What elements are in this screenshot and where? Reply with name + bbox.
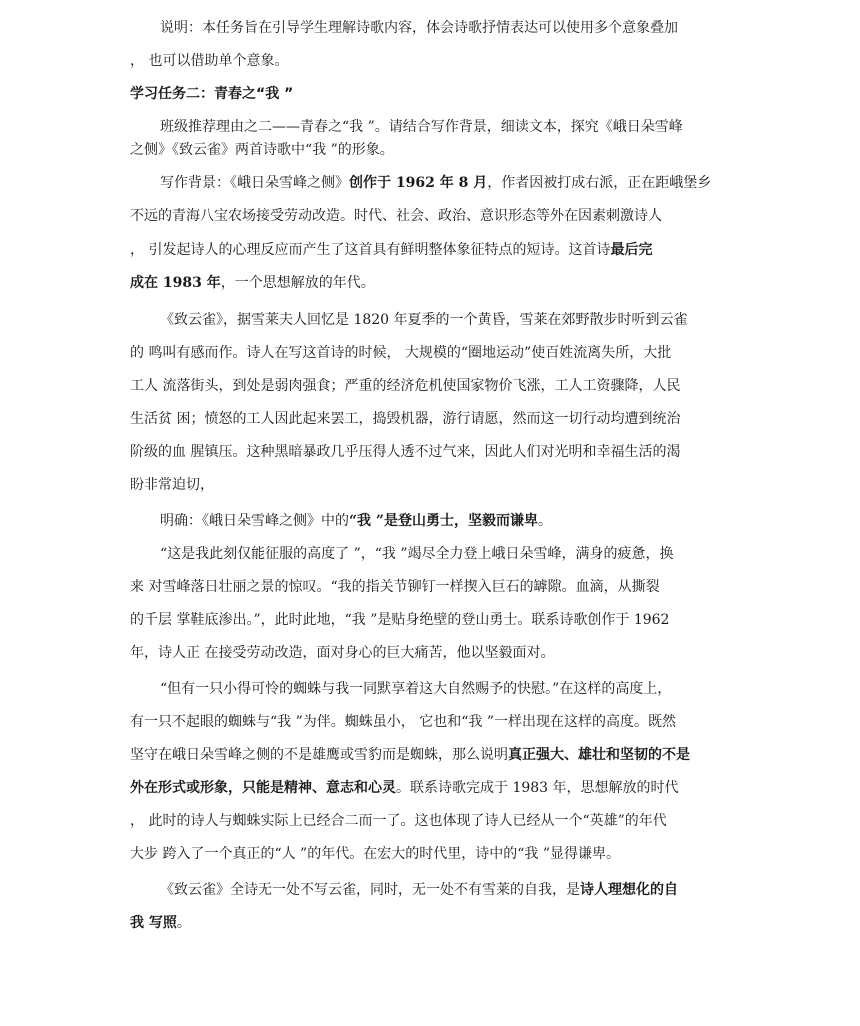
text-span: 之侧》《致云雀》两首诗歌中“我 ”的形象。 (130, 142, 394, 158)
text-line (130, 140, 730, 160)
bold-text: 外在形式或形象，只能是精神、意志和心灵 (130, 780, 396, 796)
text-line (130, 343, 730, 363)
text-line (160, 18, 760, 38)
text-span: 年，诗人正 在接受劳动改造，面对身心的巨大痛苦，他以坚毅面对。 (130, 645, 555, 661)
text-span: 。 (176, 915, 191, 931)
text-line (130, 376, 730, 396)
text-span: 班级推荐理由之二——青春之“我 ”。请结合写作背景，细读文本，探究《峨日朵雪峰 (160, 119, 683, 135)
text-span: 来 对雪峰落日壮丽之景的惊叹。“我的指关节铆钉一样揳入巨石的罅隙。血滴，从撕裂 (130, 579, 660, 595)
section-heading (130, 84, 730, 104)
text-span: 工人 流落街头，到处是弱肉强食；严重的经济危机使国家物价飞涨，工人工资骤降，人民 (130, 378, 681, 394)
text-line (160, 880, 760, 900)
text-span: 大步 跨入了一个真正的“人 ”的年代。在宏大的时代里，诗中的“我 ”显得谦卑。 (130, 846, 620, 862)
text-line (130, 712, 730, 732)
text-line (130, 273, 730, 293)
text-line (130, 51, 730, 71)
text-line (160, 679, 760, 699)
text-span: 的 鸣叫有感而作。诗人在写这首诗的时候， 大规模的“圈地运动”使百姓流离失所，大批 (130, 345, 672, 361)
text-span: ， 此时的诗人与蜘蛛实际上已经合二而一了。这也体现了诗人已经从一个“英雄”的年代 (130, 813, 667, 829)
text-line (130, 475, 730, 495)
text-line (130, 844, 730, 864)
text-line (130, 811, 730, 831)
text-span: “但有一只小得可怜的蜘蛛与我一同默享着这大自然赐予的快慰。”在这样的高度上， (160, 681, 672, 697)
text-line (130, 610, 730, 630)
text-line (130, 577, 730, 597)
text-line (130, 913, 730, 933)
text-span: 说明：本任务旨在引导学生理解诗歌内容，体会诗歌抒情表达可以使用多个意象叠加 (160, 20, 678, 36)
text-span: ，作者因被打成右派，正在距峨堡乡 (487, 175, 712, 191)
text-line (160, 511, 760, 531)
text-line (160, 173, 760, 193)
text-line (130, 745, 730, 765)
text-span: ， 也可以借助单个意象。 (130, 53, 289, 69)
text-span: ，一个思想解放的年代。 (220, 275, 375, 291)
text-span: ， 引发起诗人的心理反应而产生了这首具有鲜明整体象征特点的短诗。这首诗 (130, 242, 611, 258)
text-line (130, 240, 730, 260)
text-line (160, 310, 760, 330)
text-span: 坚守在峨日朵雪峰之侧的不是雄鹰或雪豹而是蜘蛛，那么说明 (130, 747, 508, 763)
bold-text: 学习任务二：青春之“我 ” (130, 86, 294, 102)
text-span: “这是我此刻仅能征服的高度了 ”，“我 ”竭尽全力登上峨日朵雪峰，满身的疲惫，换 (160, 546, 674, 562)
text-line (160, 544, 760, 564)
text-line (130, 778, 730, 798)
text-span: 生活贫 困；愤怒的工人因此起来罢工，捣毁机器，游行请愿，然而这一切行动均遭到统治 (130, 411, 681, 427)
bold-text: 创作于 1962 年 8 月 (349, 175, 488, 191)
text-span: 。 (537, 513, 552, 529)
text-span: 明确：《峨日朵雪峰之侧》中的 (160, 513, 349, 529)
bold-text: 成在 1983 年 (130, 275, 221, 291)
text-span: 不远的青海八宝农场接受劳动改造。时代、社会、政治、意识形态等外在因素刺激诗人 (130, 208, 662, 224)
text-span: 写作背景：《峨日朵雪峰之侧》 (160, 175, 349, 191)
text-span: 盼非常迫切， (130, 477, 214, 493)
text-span: 的千层 掌鞋底渗出。”，此时此地，“我 ”是贴身绝壁的登山勇士。联系诗歌创作于 1962 (130, 612, 670, 628)
bold-text: 诗人理想化的自 (580, 882, 678, 898)
bold-text: 最后完 (610, 242, 653, 258)
bold-text: 真正强大、雄壮和坚韧的不是 (508, 747, 690, 763)
text-line (130, 442, 730, 462)
text-span: 阶级的血 腥镇压。这种黑暗暴政几乎压得人透不过气来，因此人们对光明和幸福生活的渴 (130, 444, 681, 460)
text-span: 《致云雀》，据雪莱夫人回忆是 1820 年夏季的一个黄昏，雪莱在郊野散步时听到云雀 (160, 312, 688, 328)
bold-text: “我 ”是登山勇士，坚毅而谦卑 (349, 513, 538, 529)
text-span: 。联系诗歌完成于 1983 年，思想解放的时代 (396, 780, 679, 796)
text-line (160, 117, 760, 137)
text-line (130, 409, 730, 429)
text-line (130, 643, 730, 663)
text-span: 《致云雀》全诗无一处不写云雀，同时，无一处不有雪莱的自我，是 (160, 882, 580, 898)
text-line (130, 206, 730, 226)
bold-text: 我 写照 (130, 915, 177, 931)
text-span: 有一只不起眼的蜘蛛与“我 ”为伴。蜘蛛虽小， 它也和“我 ”一样出现在这样的高度。既然 (130, 714, 676, 730)
